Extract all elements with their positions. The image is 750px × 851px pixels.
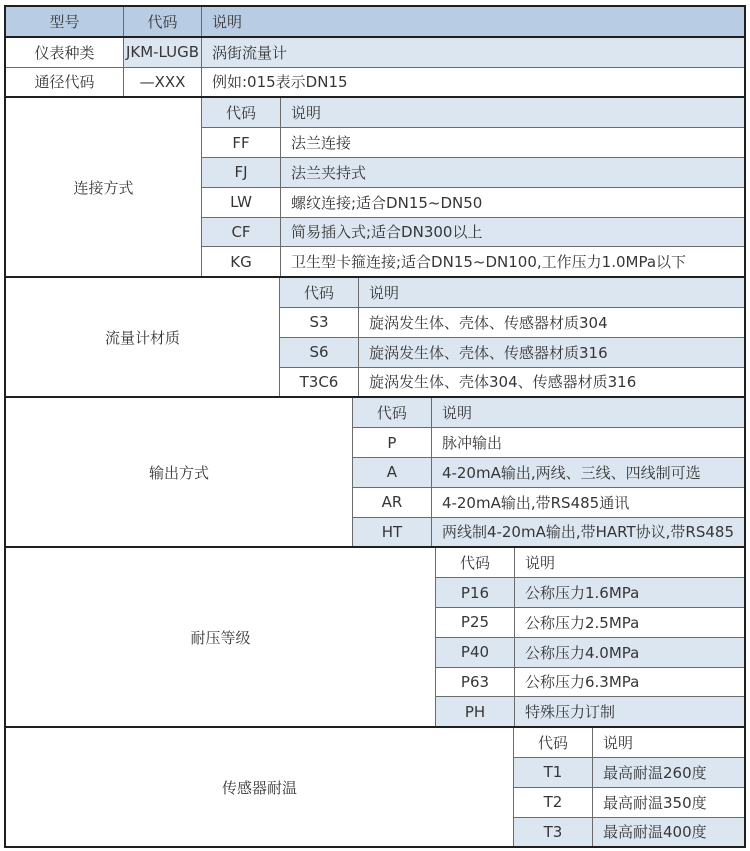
- sub-header-desc-cell: 说明: [592, 728, 744, 757]
- code-cell: HT: [353, 518, 431, 547]
- desc-cell: 脉冲输出: [431, 428, 744, 457]
- table-row: [353, 427, 744, 457]
- table-row: [436, 607, 744, 637]
- code-cell: A: [353, 458, 431, 487]
- desc-cell: 公称压力1.6MPa: [514, 578, 744, 607]
- table-row: [202, 157, 744, 187]
- code-cell: FF: [202, 128, 280, 157]
- code-cell: CF: [202, 218, 280, 247]
- desc-cell: 最高耐温400度: [592, 818, 744, 847]
- section-pressure-rating: [6, 546, 744, 726]
- sub-header-desc-cell: 说明: [514, 548, 744, 577]
- code-cell: KG: [202, 247, 280, 276]
- row-label-cell: 仪表种类: [6, 38, 123, 67]
- section-meter-material: [6, 276, 744, 396]
- section-label: 输出方式: [6, 398, 352, 546]
- code-cell: T2: [514, 788, 592, 817]
- sub-header-desc-cell: 说明: [280, 98, 744, 127]
- code-cell: P25: [436, 608, 514, 637]
- code-cell: S6: [280, 338, 358, 367]
- section-label: 连接方式: [6, 98, 201, 276]
- table-row: [436, 637, 744, 667]
- table-header-row: [6, 7, 744, 36]
- desc-cell: 法兰夹持式: [280, 158, 744, 187]
- section-label: 传感器耐温: [6, 728, 513, 846]
- table-row: [280, 307, 744, 337]
- desc-cell: 例如:015表示DN15: [201, 68, 744, 97]
- sub-header-row: [202, 98, 744, 127]
- table-row: [514, 787, 744, 817]
- table-row: [353, 517, 744, 547]
- table-row: [202, 187, 744, 217]
- desc-cell: 旋涡发生体、壳体、传感器材质304: [358, 308, 744, 337]
- code-cell: T3: [514, 818, 592, 847]
- code-cell: T1: [514, 758, 592, 787]
- code-cell: —XXX: [123, 68, 201, 97]
- table-row: [280, 367, 744, 397]
- sub-header-row: [353, 398, 744, 427]
- section-connection-type: [6, 96, 744, 276]
- sub-header-code-cell: 代码: [353, 398, 431, 427]
- desc-cell: 特殊压力订制: [514, 697, 744, 726]
- sub-header-desc-cell: 说明: [358, 278, 744, 307]
- table-row: [202, 217, 744, 247]
- section-rows: [352, 398, 744, 546]
- code-cell: AR: [353, 488, 431, 517]
- code-cell: P16: [436, 578, 514, 607]
- code-cell: P63: [436, 668, 514, 697]
- desc-cell: 法兰连接: [280, 128, 744, 157]
- desc-cell: 4-20mA输出,两线、三线、四线制可选: [431, 458, 744, 487]
- sub-header-code-cell: 代码: [202, 98, 280, 127]
- table-row: [436, 667, 744, 697]
- desc-cell: 螺纹连接;适合DN15~DN50: [280, 188, 744, 217]
- table-row-instrument-type: [6, 36, 744, 67]
- desc-cell: 卫生型卡箍连接;适合DN15~DN100,工作压力1.0MPa以下: [280, 247, 744, 276]
- table-row: [353, 487, 744, 517]
- table-row: [353, 457, 744, 487]
- desc-cell: 最高耐温350度: [592, 788, 744, 817]
- desc-cell: 4-20mA输出,带RS485通讯: [431, 488, 744, 517]
- section-rows: [279, 278, 744, 396]
- code-cell: T3C6: [280, 368, 358, 397]
- sub-header-row: [514, 728, 744, 757]
- section-label: 流量计材质: [6, 278, 279, 396]
- desc-cell: 涡街流量计: [201, 38, 744, 67]
- section-sensor-temp: [6, 726, 744, 846]
- sub-header-row: [280, 278, 744, 307]
- table-row: [436, 696, 744, 726]
- code-cell: S3: [280, 308, 358, 337]
- table-row: [202, 127, 744, 157]
- header-code-cell: 代码: [123, 7, 201, 36]
- desc-cell: 简易插入式;适合DN300以上: [280, 218, 744, 247]
- desc-cell: 公称压力4.0MPa: [514, 638, 744, 667]
- desc-cell: 旋涡发生体、壳体304、传感器材质316: [358, 368, 744, 397]
- desc-cell: 公称压力2.5MPa: [514, 608, 744, 637]
- table-row: [436, 577, 744, 607]
- table-row-diameter-code: [6, 67, 744, 97]
- section-rows: [513, 728, 744, 846]
- code-cell: FJ: [202, 158, 280, 187]
- sub-header-code-cell: 代码: [514, 728, 592, 757]
- sub-header-desc-cell: 说明: [431, 398, 744, 427]
- code-cell: P: [353, 428, 431, 457]
- table-row: [514, 757, 744, 787]
- section-rows: [201, 98, 744, 276]
- desc-cell: 公称压力6.3MPa: [514, 668, 744, 697]
- desc-cell: 两线制4-20mA输出,带HART协议,带RS485: [431, 518, 744, 547]
- code-cell: LW: [202, 188, 280, 217]
- desc-cell: 旋涡发生体、壳体、传感器材质316: [358, 338, 744, 367]
- header-desc-cell: 说明: [201, 7, 744, 36]
- table-row: [514, 817, 744, 847]
- sub-header-code-cell: 代码: [280, 278, 358, 307]
- sub-header-code-cell: 代码: [436, 548, 514, 577]
- header-model-cell: 型号: [6, 7, 123, 36]
- table-row: [280, 337, 744, 367]
- section-rows: [435, 548, 744, 726]
- sub-header-row: [436, 548, 744, 577]
- desc-cell: 最高耐温260度: [592, 758, 744, 787]
- section-label: 耐压等级: [6, 548, 435, 726]
- section-output-mode: [6, 396, 744, 546]
- table-row: [202, 246, 744, 276]
- row-label-cell: 通径代码: [6, 68, 123, 97]
- code-cell: PH: [436, 697, 514, 726]
- model-selection-table: [4, 5, 746, 848]
- code-cell: P40: [436, 638, 514, 667]
- code-cell: JKM-LUGB: [123, 38, 201, 67]
